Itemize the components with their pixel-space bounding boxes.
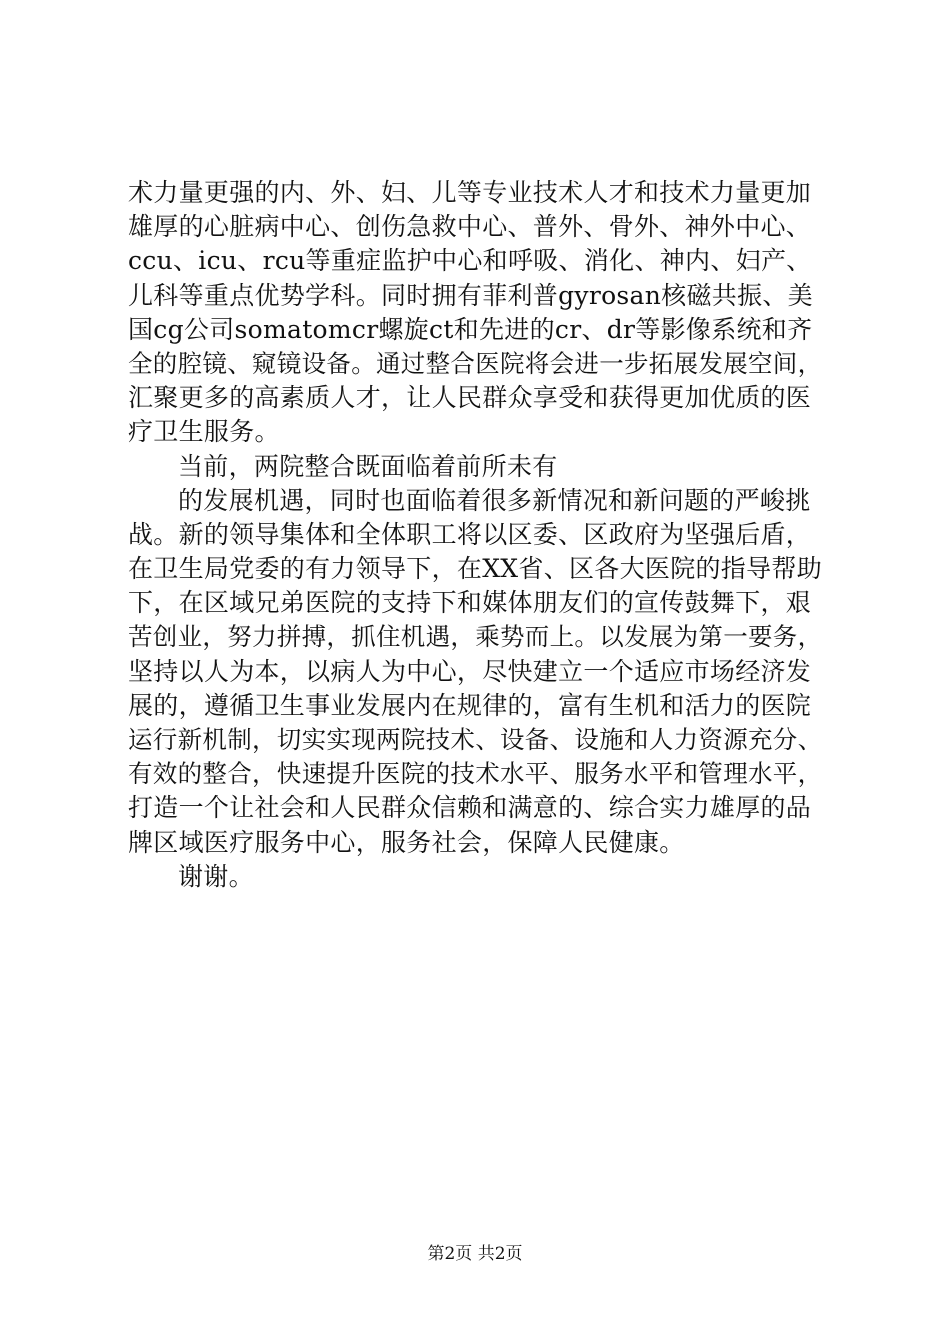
text-line: 战。新的领导集体和全体职工将以区委、区政府为坚强后盾， (128, 519, 812, 549)
text-line: 谢谢。 (178, 861, 254, 891)
document-body (128, 176, 828, 894)
text-line: 全的腔镜、窥镜设备。通过整合医院将会进一步拓展发展空间， (128, 348, 823, 378)
text-line: 运行新机制，切实实现两院技术、设备、设施和人力资源充分、 (128, 725, 823, 754)
text-line: 下，在区域兄弟医院的支持下和媒体朋友们的宣传鼓舞下，艰 (128, 588, 812, 618)
text-line: 雄厚的心脏病中心、创伤急救中心、普外、骨外、神外中心、 (128, 212, 812, 242)
text-line: 有效的整合，快速提升医院的技术水平、服务水平和管理水平， (128, 759, 823, 789)
page-footer: 第2页 共2页 (427, 1244, 523, 1264)
text-line: 儿科等重点优势学科。同时拥有菲利普gyrosan核磁共振、美 (128, 280, 813, 310)
text-line: 汇聚更多的高素质人才，让人民群众享受和获得更加优质的医 (128, 383, 812, 413)
text-line: 坚持以人为本，以病人为中心，尽快建立一个适应市场经济发 (128, 656, 812, 686)
text-line: 当前，两院整合既面临着前所未有 (178, 451, 558, 481)
text-line: 在卫生局党委的有力领导下，在XX省、区各大医院的指导帮助 (128, 554, 822, 584)
text-line: 牌区域医疗服务中心，服务社会，保障人民健康。 (128, 827, 685, 857)
text-line: ccu、icu、rcu等重症监护中心和呼吸、消化、神内、妇产、 (128, 246, 812, 276)
text-line: 疗卫生服务。 (128, 417, 280, 447)
text-line: 的发展机遇，同时也面临着很多新情况和新问题的严峻挑 (178, 485, 811, 515)
text-line: 苦创业，努力拼搏，抓住机遇，乘势而上。以发展为第一要务， (128, 622, 823, 652)
text-line: 展的，遵循卫生事业发展内在规律的，富有生机和活力的医院 (128, 690, 812, 720)
text-line: 打造一个让社会和人民群众信赖和满意的、综合实力雄厚的品 (128, 793, 812, 823)
text-line: 术力量更强的内、外、妇、儿等专业技术人才和技术力量更加 (128, 178, 812, 207)
text-line: 国cg公司somatomcr螺旋ct和先进的cr、dr等影像系统和齐 (128, 314, 813, 344)
